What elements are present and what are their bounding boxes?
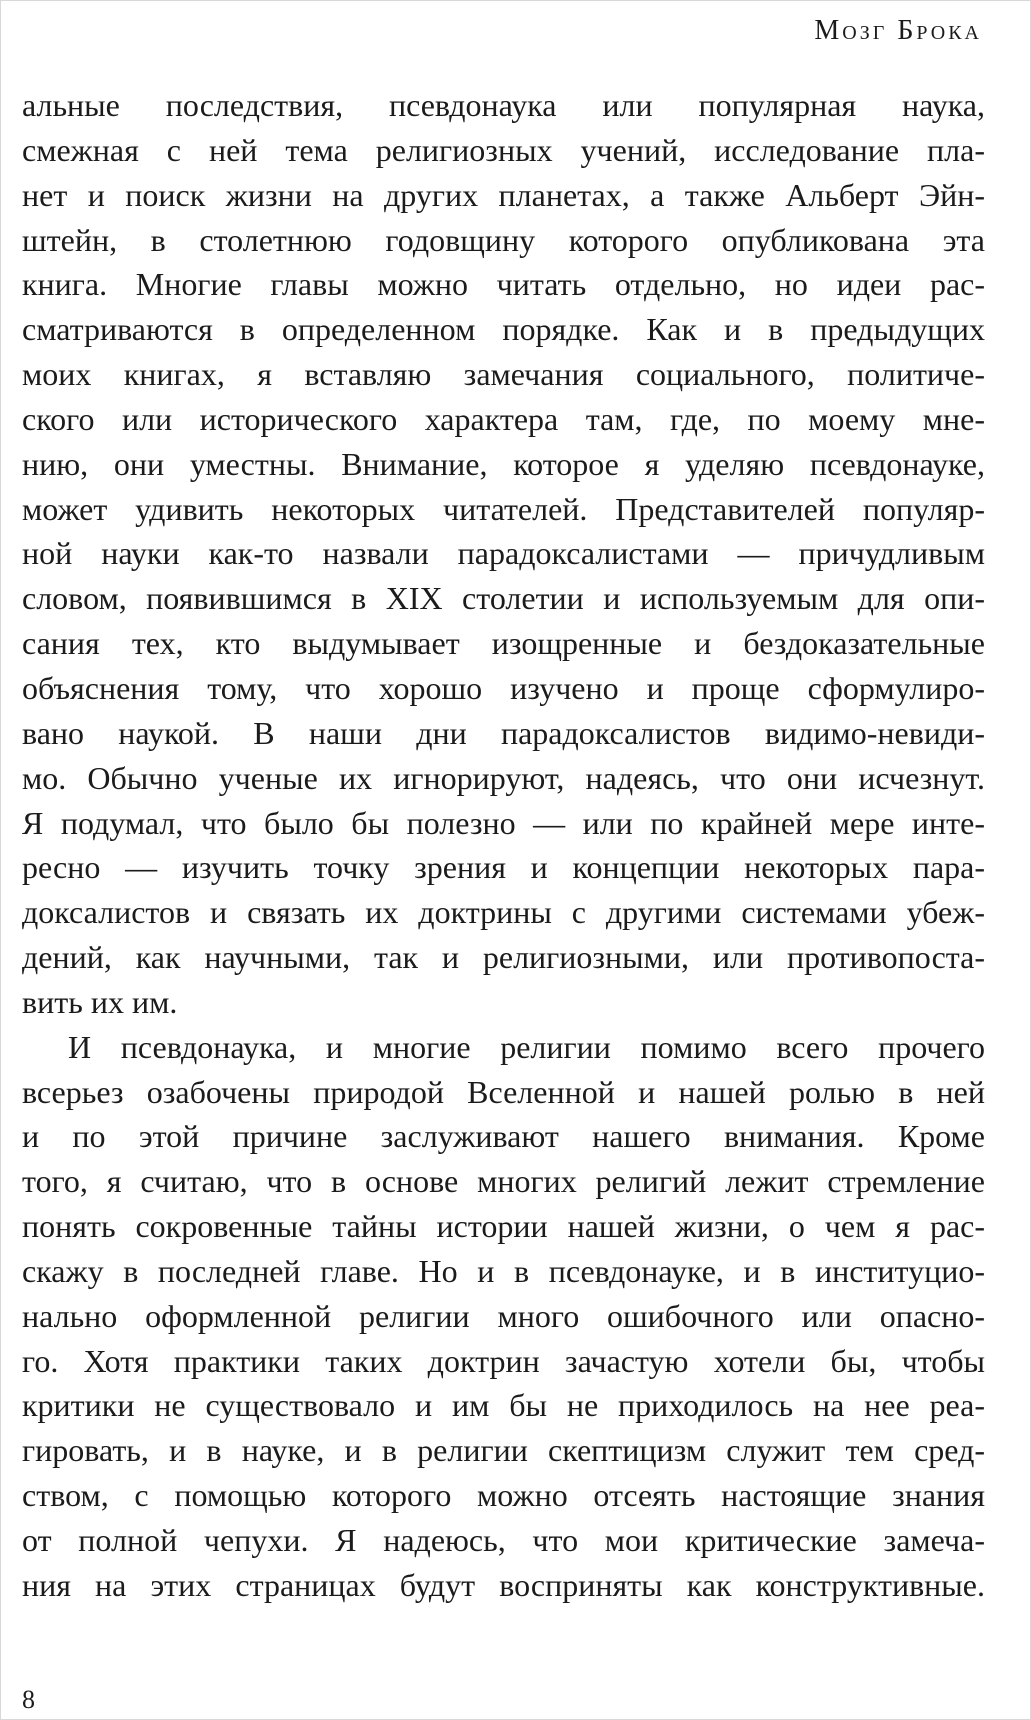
text-line: книга. Многие главы можно читать отдельно, но идеи рас- [22,266,985,303]
text-line: мо. Обычно ученые их игнорируют, надеясь, что они исчезнут. [22,759,985,796]
text-line: ресно — изучить точку зрения и концепции некоторых пара- [22,849,985,886]
text-line: объяснения тому, что хорошо изучено и проще сформулиро- [22,669,985,706]
text-line: ния на этих страницах будут восприняты как конструктивные. [22,1566,985,1603]
text-line: критики не существовало и им бы не приходилось на нее реа- [22,1387,985,1424]
text-line: ством, с помощью которого можно отсеять настоящие знания [22,1477,985,1514]
text-line: штейн, в столетнюю годовщину которого опубликована эта [22,221,985,258]
page-number: 8 [22,1685,35,1714]
text-line: может удивить некоторых читателей. Представителей популяр- [22,490,985,527]
text-line: от полной чепухи. Я надеюсь, что мои критические замеча- [22,1522,985,1558]
text-line: альные последствия, псевдонаука или популярная наука, [22,87,985,123]
text-line: нет и поиск жизни на других планетах, а также Альберт Эйн- [22,176,985,213]
text-line: нию, они уместны. Внимание, которое я уделяю псевдонауке, [22,445,985,482]
text-line: Я подумал, что было бы полезно — или по крайней мере инте- [22,804,985,841]
paragraph-2 [22,1025,985,1608]
text-line: сания тех, кто выдумывает изощренные и бездоказательные [22,625,985,662]
text-line: И псевдонаука, и многие религии помимо всего прочего [68,1028,985,1065]
text-line: нально оформленной религии много ошибочного или опасно- [22,1297,985,1334]
text-line: гировать, и в науке, и в религии скептицизм служит тем сред- [22,1432,985,1469]
text-line: го. Хотя практики таких доктрин зачастую хотели бы, чтобы [22,1342,985,1379]
text-line: смежная с ней тема религиозных учений, исследование пла- [22,131,985,168]
text-line: моих книгах, я вставляю замечания социального, политиче- [22,356,985,393]
text-line: ной науки как-то назвали парадоксалистами — причудливым [22,535,985,572]
text-line: понять сокровенные тайны истории нашей жизни, о чем я рас- [22,1208,985,1245]
running-head-title: Мозг Брока [814,15,982,46]
body-text [22,83,985,1608]
text-line: дений, как научными, так и религиозными, или противопоста- [22,939,985,976]
text-line: и по этой причине заслуживают нашего внимания. Кроме [22,1118,985,1155]
text-line: ского или исторического характера там, где, по моему мне- [22,400,985,437]
text-line: всерьез озабочены природой Вселенной и нашей ролью в ней [22,1073,985,1110]
text-line: вить их им. [22,983,178,1020]
text-line: сматриваются в определенном порядке. Как и в предыдущих [22,311,985,348]
text-line: скажу в последней главе. Но и в псевдонауке, и в институцио- [22,1252,985,1289]
text-line: доксалистов и связать их доктрины с другими системами убеж- [22,894,985,931]
text-line: того, я считаю, что в основе многих религий лежит стремление [22,1163,985,1200]
text-line: словом, появившимся в XIX столетии и используемым для опи- [22,580,985,617]
paragraph-1 [22,83,985,1025]
text-line: вано наукой. В наши дни парадоксалистов видимо-невиди- [22,714,985,751]
